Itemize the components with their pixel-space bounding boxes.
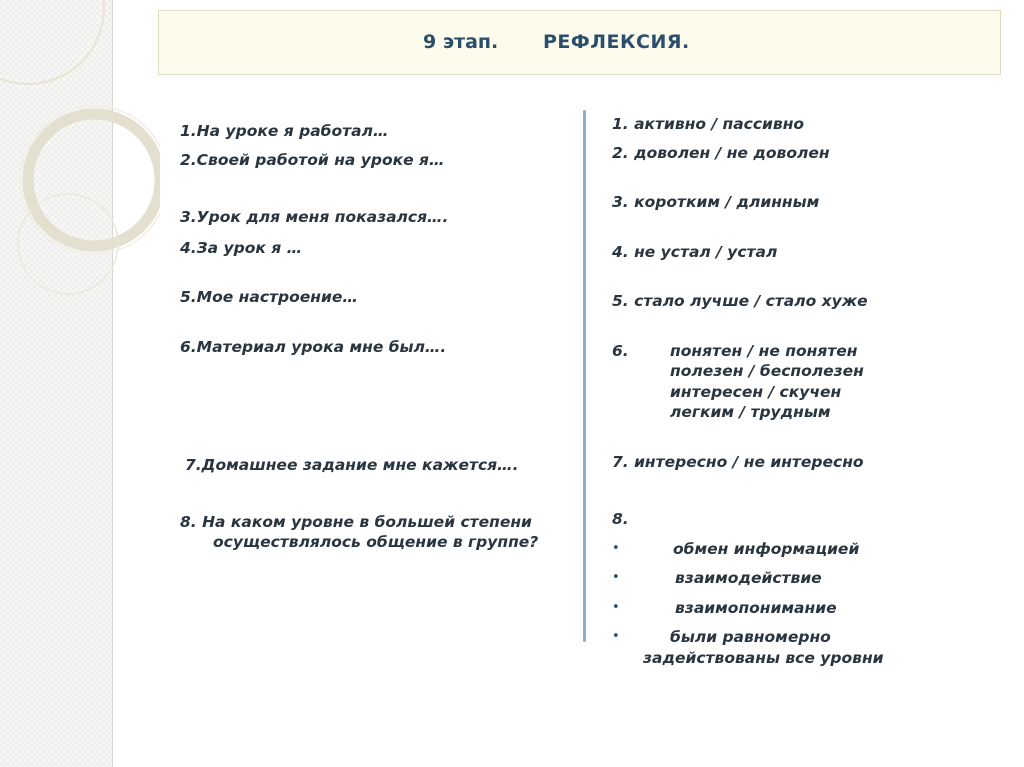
- answer-6-option-1: понятен / не понятен: [670, 342, 858, 360]
- title-banner: [158, 10, 1001, 75]
- decorative-rings: [0, 0, 160, 300]
- question-6: 6.Материал урока мне был….: [180, 338, 447, 356]
- answer-3: 3. коротким / длинным: [612, 193, 820, 211]
- question-4: 4.За урок я …: [180, 239, 303, 257]
- answer-8-option-1: обмен информацией: [673, 540, 860, 558]
- question-8-line-2: осуществлялось общение в группе?: [213, 533, 539, 551]
- ring-large: [28, 114, 160, 246]
- answer-4: 4. не устал / устал: [612, 243, 778, 261]
- question-7: 7.Домашнее задание мне кажется….: [185, 456, 519, 474]
- answer-6-option-4: легким / трудным: [670, 403, 831, 421]
- answer-6-option-2: полезен / бесполезен: [670, 362, 864, 380]
- question-2: 2.Своей работой на уроке я…: [180, 151, 445, 169]
- answer-8-option-4-line-2: задействованы все уровни: [643, 649, 884, 667]
- answer-6-number: 6.: [612, 342, 629, 360]
- answer-2: 2. доволен / не доволен: [612, 144, 830, 162]
- page-title: РЕФЛЕКСИЯ.: [543, 31, 690, 53]
- answer-7: 7. интересно / не интересно: [612, 453, 864, 471]
- answer-8-number: 8.: [612, 510, 629, 528]
- question-1: 1.На уроке я работал…: [180, 122, 389, 140]
- ring-top: [0, 0, 104, 84]
- question-8-line-1: 8. На каком уровне в большей степени: [180, 513, 532, 531]
- bullet-1: •: [612, 541, 620, 556]
- answer-1: 1. активно / пассивно: [612, 115, 805, 133]
- answer-8-option-3: взаимопонимание: [675, 599, 837, 617]
- bullet-4: •: [612, 629, 620, 644]
- answer-8-option-2: взаимодействие: [675, 569, 822, 587]
- bullet-2: •: [612, 570, 620, 585]
- question-3: 3.Урок для меня показался….: [180, 208, 449, 226]
- answer-6-option-3: интересен / скучен: [670, 383, 842, 401]
- column-divider: [583, 110, 586, 642]
- answer-5: 5. стало лучше / стало хуже: [612, 292, 868, 310]
- question-5: 5.Мое настроение…: [180, 288, 358, 306]
- stage-number: 9 этап.: [423, 31, 499, 53]
- answer-8-option-4-line-1: были равномерно: [670, 628, 831, 646]
- bullet-3: •: [612, 600, 620, 615]
